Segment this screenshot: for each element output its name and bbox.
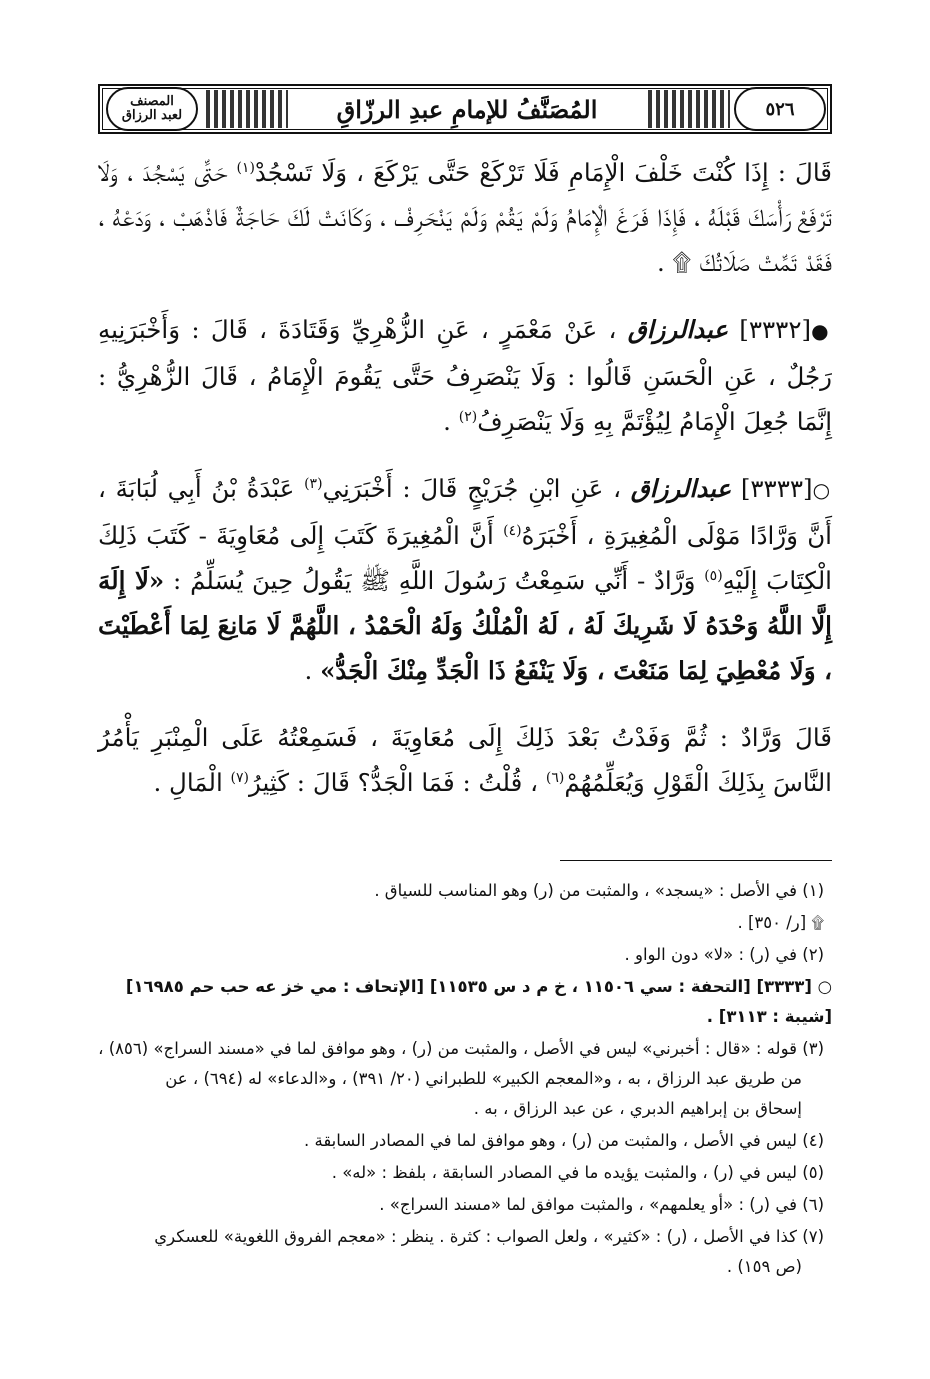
paragraph-1 (98, 150, 832, 285)
hadith-text-c: أَنَّ الْمُغِيرَةَ كَتَبَ إِلَى مُعَاوِيَةَ - كَتَبَ ذَلِكَ الْكِتَابَ إِلَيْهِ (98, 521, 832, 595)
hadith-3332 (98, 307, 832, 444)
footnote-ref-3[interactable]: (٣) (304, 475, 323, 492)
main-text (98, 150, 832, 805)
hadith-3333 (98, 466, 832, 693)
footnotes (98, 876, 832, 1284)
page-header (98, 84, 832, 134)
footnote-6: (٦) في (ر) : «أو يعلمهم» ، والمثبت موافق لما «مسند السراج» . (379, 1195, 824, 1214)
footnote-2: (٢) في (ر) : «لا» دون الواو . (624, 945, 824, 964)
narration-marker-hollow: ○ (812, 478, 832, 502)
takhrij-3333: ○ [٣٣٣٣] [التحفة : سي ١١٥٠٦ ، خ م د س ١١٥٣٥] [الإتحاف : مي خز عه حب حم ١٦٩٨٥] [شيبة : ٣١١٣] . (125, 977, 832, 1026)
footnote-3-line-3: إسحاق بن إبراهيم الدبري ، عن عبد الرزاق ، به . (473, 1099, 802, 1118)
narration-marker-filled: ● (811, 319, 832, 343)
narrator-name: عبدالرزاق (630, 474, 732, 503)
p4-text-c: الْمَالِ . (153, 768, 231, 797)
footnote-1b: ۩ [ر/ ٣٥٠] . (737, 913, 824, 932)
footnote-7 (98, 1222, 832, 1282)
emblem-medallion (106, 87, 198, 131)
emblem-line-2: لعبد الرزاق (121, 108, 183, 123)
footnote-5: (٥) ليس في (ر) ، والمثبت يؤيده ما في المصادر السابقة ، بلفظ : «له» . (331, 1163, 824, 1182)
footnote-3-line-1: (٣) قوله : «قال : أخبرني» ليس في الأصل ، والمثبت من (ر) ، وهو موافق لما في «مسند السراج» (٨٥٦) ، (98, 1039, 824, 1058)
footnote-ref-7[interactable]: (٧) (230, 769, 250, 786)
ornament-left-icon (206, 90, 288, 128)
p1-text: قَالَ : إِذَا كُنْتَ خَلْفَ الْإِمَامِ فَلَا تَرْكَعْ حَتَّى يَرْكَعَ ، وَلَا تَسْجُدْ (254, 158, 832, 187)
footnote-1: (١) في الأصل : «يسجد» ، والمثبت من (ر) وهو المناسب للسياق . (374, 881, 824, 900)
page-number: ٥٢٦ (765, 98, 795, 120)
ornament-right-icon (648, 90, 730, 128)
footnote-ref-6[interactable]: (٦) (545, 769, 565, 786)
emblem-line-1: المصنف (130, 94, 174, 109)
hadith-text-d: وَرَّادٌ - أَنِّي سَمِعْتُ رَسُولَ اللَّهِ ﷺ يَقُولُ حِينَ يُسَلِّمُ : (164, 566, 705, 595)
narrator-name: عبدالرزاق (627, 315, 729, 344)
footnote-3-line-2: من طريق عبد الرزاق ، به ، و«المعجم الكبير» للطبراني (٢٠/ ٣٩١) ، و«الدعاء» له (٦٩٤) ، عن (165, 1069, 802, 1088)
footnote-4: (٤) ليس في الأصل ، والمثبت من (ر) ، وهو موافق لما في المصادر السابقة . (304, 1131, 824, 1150)
hadith-text: ، عَنْ مَعْمَرٍ ، عَنِ الزُّهْرِيِّ وَقَتَادَةَ ، قَالَ : وَأَخْبَرَنِيهِ رَجُلٌ ، عَنِ الْحَسَنِ قَالُوا : وَلَا يَنْصَرِفُ حَتَّى يَقُومَ الْإِمَامُ ، قَالَ الزُّهْرِيُّ : إِنَّمَا جُعِلَ الْإِمَامُ لِيُؤْتَمَّ بِهِ وَلَا يَنْصَرِفُ (98, 315, 832, 436)
hadith-text-a: ، عَنِ ابْنِ جُرَيْجٍ قَالَ : أَخْبَرَنِي (322, 474, 631, 503)
p4-text-a: قَالَ وَرَّادٌ : ثُمَّ وَفَدْتُ بَعْدَ ذَلِكَ إِلَى مُعَاوِيَةَ ، فَسَمِعْتُهُ عَلَى الْمِنْبَرِ يَأْمُرُ النَّاسَ بِذَلِكَ الْقَوْلِ وَيُعَلِّمُهُمْ (98, 723, 832, 797)
p4-text-b: ، قُلْتُ : فَمَا الْجَدُّ؟ قَالَ : كَثِيرُ (249, 768, 546, 797)
page-number-medallion (734, 87, 826, 131)
emblem-text (122, 95, 182, 123)
hadith-end: . (443, 407, 459, 436)
footnote-7-line-1: (٧) كذا في الأصل ، (ر) : «كثير» ، ولعل الصواب : كثرة . ينظر : «معجم الفروق اللغوية» للعسكري (154, 1227, 824, 1246)
p1-text-cont: حَتَّى يَسْجُدَ ، وَلَا تَرْفَعْ رَأْسَكَ قَبْلَهُ ، فَإِذَا فَرَغَ الْإِمَامُ وَلَمْ يَقُمْ وَلَمْ يَنْحَرِفْ ، وَكَانَتْ لَكَ حَاجَةٌ فَاذْهَبْ ، وَدَعْهُ ، فَقَدْ تَمَّتْ صَلَاتُكَ ۩ . (98, 158, 832, 277)
hadith-number: [٣٣٣٣] (740, 474, 813, 503)
footnote-ref-2[interactable]: (٢) (458, 408, 478, 425)
footnote-divider (560, 860, 832, 861)
hadith-text-b: عَبْدَةُ بْنُ أَبِي لُبَابَةَ ، أَنَّ وَرَّادًا مَوْلَى الْمُغِيرَةِ ، أَخْبَرَهُ (98, 474, 832, 550)
footnote-7-line-2: (ص ١٥٩) . (726, 1257, 802, 1276)
hadith-end: . (304, 656, 321, 685)
footnote-ref-5[interactable]: (٥) (704, 567, 723, 584)
footnote-ref-4[interactable]: (٤) (503, 522, 522, 539)
hadith-quote: «لَا إِلَهَ إِلَّا اللَّهُ وَحْدَهُ لَا شَرِيكَ لَهُ ، لَهُ الْمُلْكُ وَلَهُ الْحَمْدُ ، اللَّهُمَّ لَا مَانِعَ لِمَا أَعْطَيْتَ ، وَلَا مُعْطِيَ لِمَا مَنَعْتَ ، وَلَا يَنْفَعُ ذَا الْجَدِّ مِنْكَ الْجَدُّ» (98, 566, 832, 685)
book-title: المُصَنَّفُ للإمامِ عبدِ الرزّاقِ (336, 94, 598, 124)
hadith-number: [٣٣٣٢] (739, 315, 812, 344)
paragraph-4 (98, 715, 832, 805)
footnote-3 (98, 1034, 832, 1124)
footnote-ref-1[interactable]: (١) (236, 159, 255, 176)
